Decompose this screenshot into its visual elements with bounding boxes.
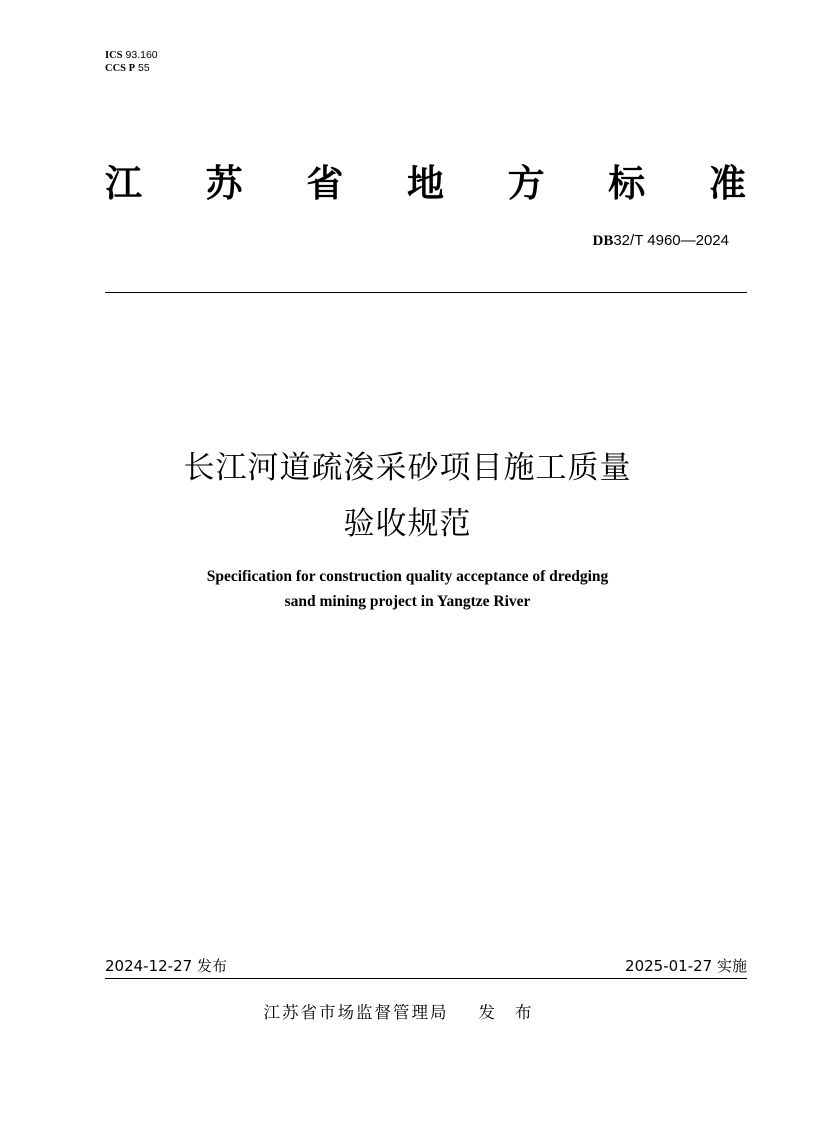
ccs-label: CCS P <box>105 63 136 74</box>
standard-type-title <box>105 160 746 208</box>
standard-type-char: 苏 <box>205 162 243 205</box>
standard-number <box>593 230 730 251</box>
standard-type-char: 地 <box>406 162 444 205</box>
ics-value: 93.160 <box>125 49 158 61</box>
ccs-value: 55 <box>138 62 150 74</box>
standard-type-char: 省 <box>306 162 344 205</box>
classification-codes <box>105 49 158 75</box>
document-title-cn <box>0 440 815 552</box>
document-title-en <box>0 564 815 614</box>
publish-action: 发布 <box>478 1003 552 1022</box>
publisher-line <box>0 1002 815 1024</box>
header-divider <box>105 292 747 293</box>
document-title-en-line-1: Specification for construction quality acceptance of dredging <box>206 568 609 585</box>
standard-number-prefix: DB <box>592 233 614 249</box>
ics-code <box>105 49 158 62</box>
standard-type-char: 标 <box>608 162 646 205</box>
document-title-cn-line-1: 长江河道疏浚采砂项目施工质量 <box>183 450 632 486</box>
ccs-code <box>105 62 158 75</box>
implementation-date: 2025-01-27 实施 <box>625 957 747 975</box>
publisher-name: 江苏省市场监督管理局 <box>263 1003 449 1022</box>
footer-divider <box>105 978 747 979</box>
document-title-cn-line-2: 验收规范 <box>343 506 472 542</box>
standard-number-rest: 32/T 4960—2024 <box>613 232 729 249</box>
ics-label: ICS <box>105 50 123 61</box>
issue-date: 2024-12-27 发布 <box>105 957 227 975</box>
date-row <box>105 956 747 976</box>
standard-type-char: 江 <box>105 162 142 205</box>
document-title-en-line-2: sand mining project in Yangtze River <box>284 593 531 610</box>
standard-type-char: 方 <box>507 162 545 205</box>
standard-type-char: 准 <box>708 162 746 205</box>
